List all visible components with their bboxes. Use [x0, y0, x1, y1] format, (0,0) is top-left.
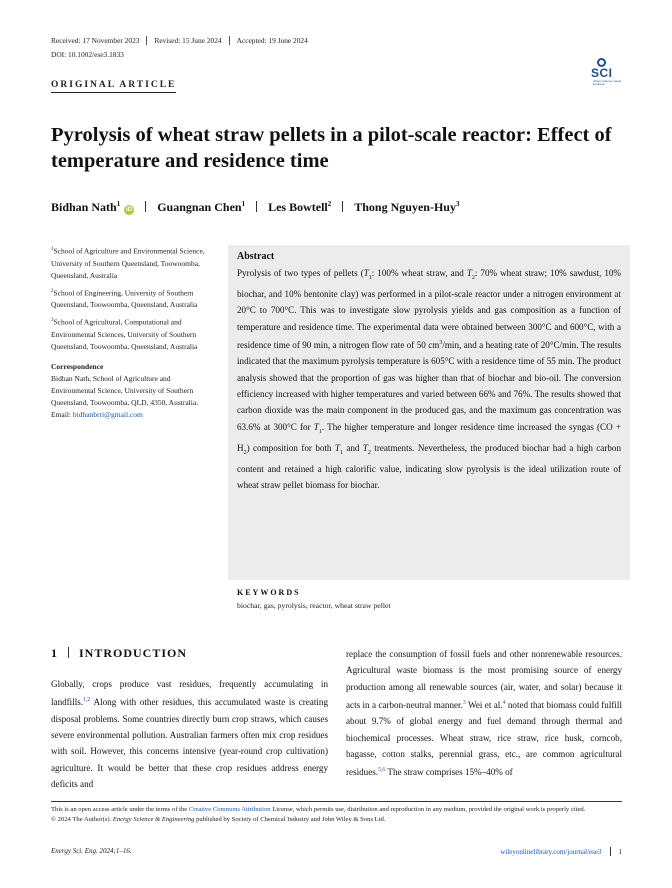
logo-subtext: where science meets business	[593, 79, 622, 87]
correspondence-text: Bidhan Nath, School of Agriculture and Environmental Science, University of Southern Queensland, Toowoomba, QLD, 4350, Australia.	[51, 373, 199, 407]
email-link[interactable]: bidhanbrri@gmail.com	[72, 409, 143, 419]
license-footnote: This is an open access article under the terms of the Creative Commons Attribution License, which permits use, distribution and reproduction in any medium, provided the original work is properly cited. © 2024 The Author(s). Energy Science & Engineering published by Society of Chemical Industry and John Wiley & Sons Ltd.	[51, 806, 586, 823]
divider	[229, 36, 230, 45]
citation-link[interactable]: 5,6	[378, 767, 386, 774]
abstract-text: Pyrolysis of two types of pellets ($T_1$: 100% wheat straw, and $T_2$: 70% wheat straw; 10% sawdust, 10% biochar, and 10% bentonite clay) was performed in a pilot-scale reactor under a nitrogen environment at 20°C to 700°C. This was to investigate slow pyrolysis yields and gas composition as a function of temperature and residence time. The experimental data were obtained between 300°C and 600°C, with a residence time of 90 min, a nitrogen flow rate of 50 $cm^3/\min$, and a heating rate of 20°C/min. The results indicated that the maximum pyrolysis temperature is 605°C with a residence time of 55 min. The product analysis showed that the proportion of gas was higher than that of biochar and bio-oil. The conversion efficiency increased with higher temperatures and varied between 66% and 76%. The results showed that carbon dioxide was the main component in the produced gas, and the maximum gas concentration was 63.6% at 300°C for $T_1$. The higher temperature and longer residence time increased the syngas $(CO + H_2)$ composition for both $T_1$ and $T_2$ treatments. Nevertheless, the produced biochar had a high carbon content and retained a high calorific value, indicating slow pyrolysis is the ideal utilization route of wheat straw pellet biomass for biochar.	[237, 268, 622, 491]
affiliation: $^2$School of Engineering, University of Southern Queensland, Toowoomba, Queensland, Australia	[51, 288, 198, 309]
keywords-text: biochar, gas, pyrolysis, reactor, wheat straw pellet	[237, 601, 391, 610]
publication-dates	[51, 36, 308, 45]
article-type: ORIGINAL ARTICLE	[51, 80, 176, 93]
divider	[146, 36, 147, 45]
author[interactable]: Les Bowtell$^2$	[268, 200, 332, 214]
citation-link[interactable]: 1,2	[83, 697, 91, 704]
author[interactable]: Guangnan Chen$^1$	[157, 200, 246, 214]
author[interactable]: Thong Nguyen-Huy$^3$	[354, 200, 460, 214]
affiliation: $^1$School of Agriculture and Environmental Science, University of Southern Queensland, Toowoomba, Queensland, Australia	[51, 246, 205, 280]
page-number: 1	[618, 848, 622, 856]
divider	[610, 847, 611, 856]
intro-text-left: Globally, crops produce vast residues, frequently accumulating in landfills.$^{1,2}$ Along with other residues, this accumulated waste is creating disposal problems. Some countries directly burn crop straws, which causes severe environmental pollution. Australian farmers often mix crop residues with soil. However, this concerns intensive (year-round crop cultivation) agriculture. It would be better that these crop residues address energy deficits and	[51, 679, 328, 789]
received-date: Received: 17 November 2023	[51, 36, 140, 45]
divider	[256, 201, 257, 212]
correspondence-heading: Correspondence	[51, 361, 104, 371]
footnote-divider	[51, 801, 622, 802]
author-list	[51, 200, 459, 215]
orcid-icon[interactable]: iD	[125, 206, 133, 213]
divider	[342, 201, 343, 212]
logo-text: SCI	[591, 66, 613, 80]
journal-citation: Energy Sci. Eng. 2024;1–16.	[51, 847, 132, 855]
article-title: Pyrolysis of wheat straw pellets in a pilot-scale reactor: Effect of temperature and residence time	[51, 124, 612, 172]
sci-logo	[591, 58, 627, 88]
divider	[68, 647, 69, 658]
intro-text-right: replace the consumption of fossil fuels and other nonrenewable resources. Agricultural waste biomass is the most promising source of energy production among all renewable sources (air, water, and solar) because it acts in a carbon-neutral manner.$^3$ Wei et al.$^4$ noted that biomass could fulfill about 9.7% of global energy and fuel demand through thermal and biochemical processes. Wheat straw, rice straw, rice husk, corncob, bagasse, cotton stalks, perennial grass, etc., are common agricultural residues.$^{5,6}$ The straw comprises 15%–40% of	[346, 649, 622, 778]
abstract-heading: Abstract	[237, 251, 275, 262]
affiliations	[51, 244, 216, 421]
keywords-heading: KEYWORDS	[237, 588, 301, 597]
abstract-box	[228, 245, 630, 580]
citation-link[interactable]: 4	[502, 699, 506, 706]
revised-date: Revised: 15 June 2024	[154, 36, 222, 45]
author[interactable]: Bidhan Nath$^1$	[51, 200, 121, 214]
correspondence-email: Email: bidhanbrri@gmail.com	[51, 409, 143, 419]
divider	[145, 201, 146, 212]
license-link[interactable]: Creative Commons Attribution	[188, 806, 271, 813]
doi[interactable]: DOI: 10.1002/ese3.1833	[51, 50, 124, 59]
section-heading: 1 INTRODUCTION	[51, 646, 188, 660]
affiliation: $^3$School of Agricultural, Computational and Environmental Sciences, University of Southern Queensland, Toowoomba, Queensland, Australia	[51, 317, 198, 351]
accepted-date: Accepted: 19 June 2024	[236, 36, 308, 45]
journal-url-link[interactable]: wileyonlinelibrary.com/journal/ese3	[500, 848, 602, 856]
citation-link[interactable]: 3	[462, 699, 466, 706]
